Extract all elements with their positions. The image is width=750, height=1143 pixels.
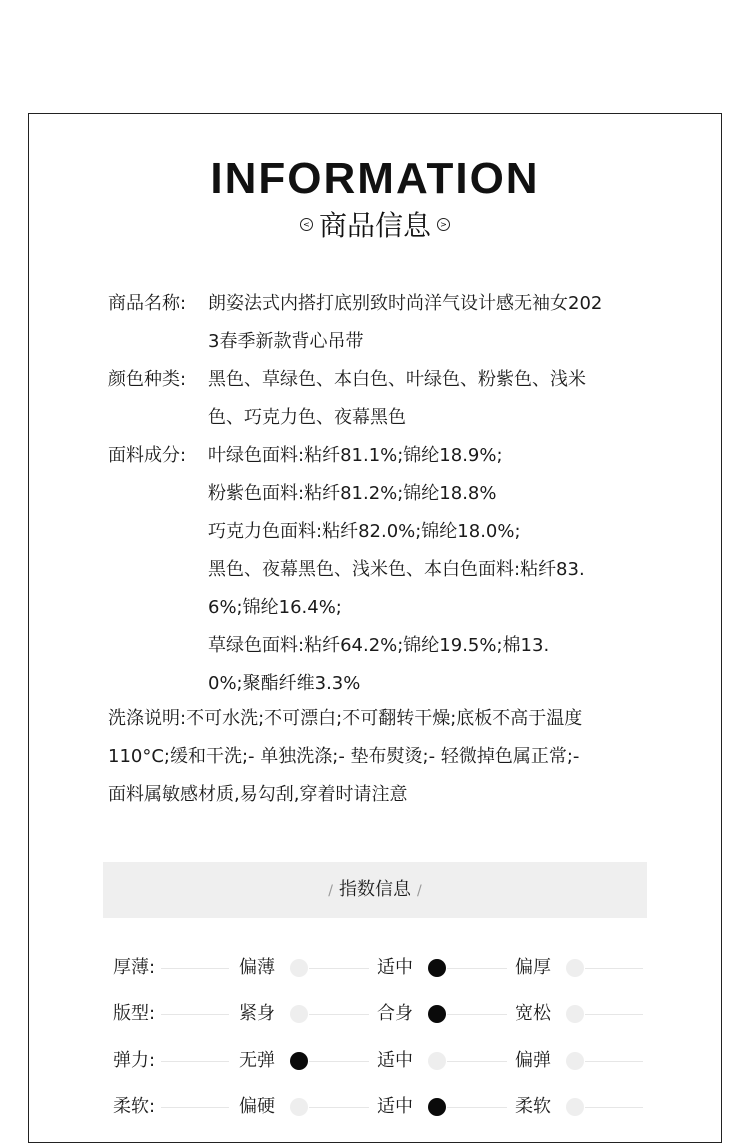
- metric-divider: [447, 968, 507, 969]
- metric-row: [113, 999, 648, 1029]
- metric-row: [113, 1046, 648, 1076]
- metric-option: 柔软: [515, 1096, 551, 1117]
- title-chinese: [0, 206, 750, 246]
- selected-dot-icon: [428, 959, 446, 977]
- slash-left: /: [328, 883, 333, 899]
- metric-divider: [585, 1014, 643, 1015]
- fabric-line: 草绿色面料:粘纤64.2%;锦纶19.5%;棉13.: [208, 635, 550, 656]
- selected-dot-icon: [428, 1098, 446, 1116]
- info-row-fabric: [108, 437, 668, 703]
- unselected-dot-icon: [566, 1005, 584, 1023]
- metric-label: 柔软:: [113, 1096, 156, 1117]
- color-line: 色、巧克力色、夜幕黑色: [208, 407, 406, 428]
- metric-option: 偏薄: [239, 957, 275, 978]
- name-value: [208, 285, 668, 361]
- unselected-dot-icon: [566, 1052, 584, 1070]
- unselected-dot-icon: [290, 959, 308, 977]
- metric-label: 厚薄:: [113, 957, 156, 978]
- arrow-right-icon: >: [437, 218, 450, 231]
- wash-line: 110°C;缓和干洗;- 单独洗涤;- 垫布熨烫;- 轻微掉色属正常;-: [108, 746, 580, 767]
- metric-row: [113, 1092, 648, 1122]
- color-value: [208, 361, 668, 437]
- slash-right: /: [417, 883, 422, 899]
- color-label: 颜色种类:: [108, 369, 187, 390]
- metric-option: 宽松: [515, 1003, 551, 1024]
- metric-option: 适中: [377, 957, 413, 978]
- index-header: [103, 862, 647, 918]
- title-english: INFORMATION: [210, 154, 540, 203]
- wash-instructions: [108, 700, 668, 814]
- fabric-line: 6%;锦纶16.4%;: [208, 597, 342, 618]
- wash-line: 面料属敏感材质,易勾刮,穿着时请注意: [108, 784, 408, 805]
- fabric-value: [208, 437, 668, 703]
- fabric-line: 黑色、夜幕黑色、浅米色、本白色面料:粘纤83.: [208, 559, 585, 580]
- fabric-label: 面料成分:: [108, 445, 187, 466]
- metric-option: 无弹: [239, 1050, 275, 1071]
- unselected-dot-icon: [290, 1098, 308, 1116]
- fabric-line: 叶绿色面料:粘纤81.1%;锦纶18.9%;: [208, 445, 503, 466]
- index-title: 指数信息: [339, 879, 411, 900]
- arrow-left-icon: <: [300, 218, 313, 231]
- name-label: 商品名称:: [108, 293, 187, 314]
- metric-divider: [585, 968, 643, 969]
- fabric-line: 巧克力色面料:粘纤82.0%;锦纶18.0%;: [208, 521, 521, 542]
- name-line: 3春季新款背心吊带: [208, 331, 364, 352]
- metric-divider: [447, 1061, 507, 1062]
- metric-label: 版型:: [113, 1003, 156, 1024]
- metric-divider: [309, 1107, 369, 1108]
- metric-option: 紧身: [239, 1003, 275, 1024]
- metric-divider: [161, 1014, 229, 1015]
- info-row-color: [108, 361, 668, 437]
- metric-divider: [161, 1061, 229, 1062]
- metric-option: 适中: [377, 1050, 413, 1071]
- unselected-dot-icon: [566, 959, 584, 977]
- metric-divider: [309, 968, 369, 969]
- metric-option: 适中: [377, 1096, 413, 1117]
- title-chinese-text: 商品信息: [318, 209, 431, 242]
- metric-label: 弹力:: [113, 1050, 156, 1071]
- unselected-dot-icon: [428, 1052, 446, 1070]
- fabric-line: 粉紫色面料:粘纤81.2%;锦纶18.8%: [208, 483, 497, 504]
- metric-divider: [585, 1061, 643, 1062]
- metric-divider: [161, 1107, 229, 1108]
- metric-option: 偏厚: [515, 957, 551, 978]
- selected-dot-icon: [290, 1052, 308, 1070]
- metric-option: 偏弹: [515, 1050, 551, 1071]
- product-info: [108, 285, 668, 703]
- info-row-name: [108, 285, 668, 361]
- metric-option: 偏硬: [239, 1096, 275, 1117]
- fabric-line: 0%;聚酯纤维3.3%: [208, 673, 361, 694]
- unselected-dot-icon: [290, 1005, 308, 1023]
- metric-row: [113, 953, 648, 983]
- metric-divider: [447, 1014, 507, 1015]
- metric-option: 合身: [377, 1003, 413, 1024]
- metric-divider: [309, 1061, 369, 1062]
- metric-divider: [309, 1014, 369, 1015]
- unselected-dot-icon: [566, 1098, 584, 1116]
- name-line: 朗姿法式内搭打底别致时尚洋气设计感无袖女202: [208, 293, 603, 314]
- color-line: 黑色、草绿色、本白色、叶绿色、粉紫色、浅米: [208, 369, 586, 390]
- wash-line: 洗涤说明:不可水洗;不可漂白;不可翻转干燥;底板不高于温度: [108, 708, 583, 729]
- metric-divider: [585, 1107, 643, 1108]
- selected-dot-icon: [428, 1005, 446, 1023]
- metric-divider: [447, 1107, 507, 1108]
- metric-divider: [161, 968, 229, 969]
